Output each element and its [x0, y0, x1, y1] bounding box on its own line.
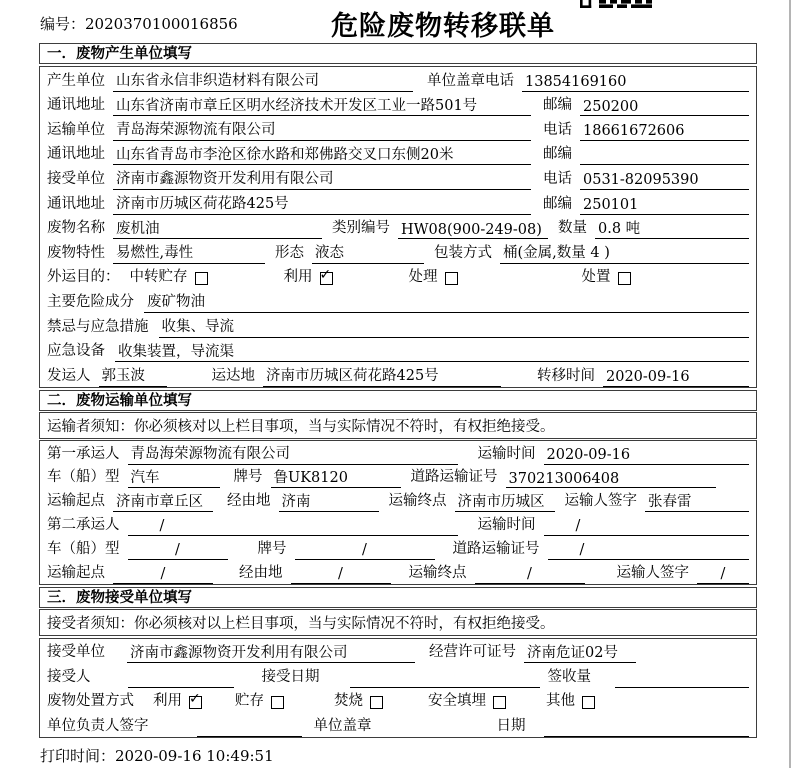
- field-label: 车（船）型: [47, 540, 120, 557]
- checkbox-checked: [319, 267, 333, 285]
- field-label: 运输人签字: [616, 564, 689, 581]
- form-row: [40, 264, 756, 289]
- field-label: 类别编号: [332, 220, 390, 237]
- field-label: 运输起点: [47, 564, 105, 581]
- form-row: [40, 92, 756, 117]
- field-label: 道路运输证号: [410, 469, 498, 486]
- field-value: [615, 686, 749, 688]
- checkbox-label: 贮存: [235, 693, 264, 710]
- form-row: [40, 712, 756, 737]
- field-value: 废矿物油: [144, 290, 749, 313]
- checkbox-label: 其他: [546, 693, 575, 710]
- field-value: 液态: [312, 241, 424, 264]
- field-label: 经由地: [239, 564, 283, 581]
- field-label: 运输终点: [408, 564, 467, 581]
- checkbox-label: 焚烧: [334, 693, 363, 710]
- field-label: 运输单位: [47, 121, 105, 138]
- doc-number: [40, 13, 238, 34]
- field-value: 废机油: [113, 217, 322, 240]
- field-value: [197, 735, 302, 737]
- field-label: 运输人签字: [564, 493, 637, 510]
- checkbox-group: [409, 265, 458, 288]
- field-value: 济南市历城区荷花路425号: [113, 192, 531, 215]
- form-row: [40, 441, 756, 465]
- checkbox-group: [582, 265, 631, 288]
- checkbox-unchecked: [370, 696, 383, 709]
- field-label: 接受人: [47, 668, 91, 685]
- field-value: 郭玉波: [99, 364, 167, 387]
- checkbox-label: 处理: [408, 269, 438, 286]
- field-label: 应急设备: [47, 343, 105, 360]
- form-row: [40, 560, 756, 584]
- field-value: 370213006408: [506, 471, 716, 489]
- section-1-header: 一．废物产生单位填写: [39, 43, 757, 64]
- field-label: 转移时间: [537, 367, 595, 384]
- field-value: /: [128, 518, 458, 536]
- form-row: [40, 67, 756, 92]
- qr-code-fragment: [580, 0, 652, 8]
- checkbox-group: [284, 265, 333, 288]
- form-row: [40, 338, 756, 363]
- checkbox-label: 中转贮存: [129, 269, 188, 286]
- field-label: 签收量: [547, 668, 591, 685]
- doc-number-value: 2020370100016856: [85, 15, 238, 33]
- section-2-header: 二．废物运输单位填写: [39, 390, 757, 411]
- field-value: 济南市历城区: [455, 490, 555, 513]
- field-value: 济南: [279, 490, 379, 513]
- field-value: 18661672606: [580, 123, 749, 141]
- field-value: 济南市鑫源物资开发利用有限公司: [127, 641, 415, 664]
- field-label: 经营许可证号: [429, 644, 516, 661]
- checkbox-group: [546, 689, 595, 712]
- field-value: [544, 735, 750, 737]
- checkbox-unchecked: [445, 272, 458, 285]
- doc-number-label: 编号：: [40, 15, 86, 33]
- checkbox-unchecked: [271, 696, 284, 709]
- section-2-content: [39, 440, 757, 585]
- form-row: [40, 688, 756, 713]
- field-label: 通讯地址: [47, 146, 105, 163]
- field-label: 电话: [485, 72, 514, 89]
- field-value: /: [697, 566, 749, 584]
- field-label: 运输时间: [477, 445, 536, 462]
- checkbox-group: [235, 689, 284, 712]
- field-value: 济南市章丘区: [113, 490, 213, 513]
- checkbox-unchecked: [493, 696, 506, 709]
- form-row: [40, 288, 756, 313]
- field-label: 废物处置方式: [47, 693, 134, 710]
- field-label: 第一承运人: [47, 445, 120, 462]
- field-value: 250200: [580, 99, 749, 117]
- field-label: 外运目的：: [47, 269, 120, 286]
- field-label: 接受日期: [261, 668, 320, 685]
- field-value: /: [544, 518, 750, 536]
- field-value: 山东省永信非织造材料有限公司: [113, 69, 413, 92]
- checkbox-group: [428, 689, 506, 712]
- form-row: [40, 116, 756, 141]
- field-label: 接受单位: [47, 170, 105, 187]
- field-label: 单位盖章: [313, 717, 372, 734]
- section-3-notice: [39, 609, 757, 636]
- form-row: [40, 536, 756, 560]
- field-value: 汽车: [128, 466, 220, 489]
- field-label: 单位盖章: [427, 72, 485, 89]
- field-label: 禁忌与应急措施: [47, 318, 149, 335]
- field-value: /: [291, 566, 391, 584]
- notice-text: 运输者须知：你必须核对以上栏目事项，当与实际情况不符时，有权拒绝接受。: [47, 418, 555, 435]
- field-value: 桶(金属,数量 4 ): [500, 241, 749, 264]
- field-value: 收集、导流: [159, 315, 750, 338]
- field-label: 运达地: [211, 367, 255, 384]
- checkbox-group: [130, 265, 208, 288]
- field-value: /: [128, 542, 228, 560]
- notice-text: 接受者须知：你必须核对以上栏目事项，当与实际情况不符时，有权拒绝接受。: [47, 615, 555, 632]
- form-row: [40, 488, 756, 512]
- field-value: 济南危证02号: [524, 641, 636, 664]
- form-row: [40, 313, 756, 338]
- checkbox-label: 利用: [153, 693, 182, 710]
- form-row: [40, 239, 756, 264]
- field-value: 山东省青岛市李沧区徐水路和郑佛路交叉口东侧20米: [113, 143, 531, 166]
- checkbox-checked: [189, 691, 202, 709]
- field-label: 电话: [543, 121, 572, 138]
- form-row: [40, 190, 756, 215]
- field-value: 济南市历城区荷花路425号: [263, 364, 501, 387]
- checkbox-label: 处置: [581, 269, 611, 286]
- field-value: 250101: [580, 197, 749, 215]
- section-1-content: [39, 66, 757, 388]
- field-value: 0.8 吨: [595, 217, 749, 240]
- field-value: [128, 686, 234, 688]
- field-value: /: [113, 566, 213, 584]
- page-title: 危险废物转移联单: [331, 11, 555, 42]
- page-edge-divider: [789, 0, 791, 768]
- field-value: 13854169160: [522, 74, 749, 92]
- field-value: /: [295, 542, 435, 560]
- form-row: [40, 663, 756, 688]
- form-row: [40, 141, 756, 166]
- form-row: [40, 465, 756, 489]
- field-label: 电话: [543, 170, 572, 187]
- print-time: [40, 745, 274, 766]
- field-label: 运输起点: [47, 493, 105, 510]
- checkbox-label: 利用: [283, 269, 313, 286]
- field-label: 单位负责人签字: [47, 717, 149, 734]
- field-label: 主要危险成分: [47, 293, 134, 310]
- field-label: 通讯地址: [47, 195, 105, 212]
- field-label: 废物特性: [47, 244, 105, 261]
- field-value: 青岛海荣源物流有限公司: [113, 118, 531, 141]
- field-value: /: [475, 566, 585, 584]
- field-value: 青岛海荣源物流有限公司: [128, 442, 458, 465]
- field-label: 废物名称: [47, 220, 105, 237]
- section-2-notice: [39, 412, 757, 439]
- field-value: 山东省济南市章丘区明水经济技术开发区工业一路501号: [113, 94, 531, 117]
- field-label: 邮编: [543, 146, 572, 163]
- field-value: 收集装置，导流渠: [115, 340, 749, 363]
- field-value: [350, 686, 540, 688]
- field-value: 张春雷: [645, 490, 749, 513]
- field-value: 2020-09-16: [544, 447, 750, 465]
- field-value: 2020-09-16: [603, 369, 749, 387]
- section-3-content: [39, 638, 757, 738]
- form-row: [40, 512, 756, 536]
- print-time-value: 2020-09-16 10:49:51: [115, 747, 274, 765]
- field-label: 日期: [496, 717, 526, 734]
- field-value: 易燃性,毒性: [113, 241, 265, 264]
- field-label: 道路运输证号: [452, 540, 540, 557]
- check-icon: ✓: [319, 267, 332, 284]
- check-icon: ✓: [189, 691, 201, 708]
- field-label: 邮编: [543, 97, 572, 114]
- field-label: 车（船）型: [47, 469, 120, 486]
- field-label: 第二承运人: [47, 516, 120, 533]
- field-label: 形态: [275, 244, 304, 261]
- form-row: [40, 362, 756, 387]
- checkbox-unchecked: [195, 272, 208, 285]
- field-label: 经由地: [227, 493, 271, 510]
- form-row: [40, 639, 756, 664]
- field-label: 运输终点: [388, 493, 447, 510]
- field-value: 鲁UK8120: [271, 466, 401, 489]
- checkbox-label: 安全填埋: [428, 693, 486, 710]
- field-value: [580, 164, 749, 166]
- field-label: 包装方式: [434, 244, 492, 261]
- field-label: 牌号: [257, 540, 287, 557]
- field-label: 发运人: [47, 367, 91, 384]
- print-time-label: 打印时间：: [40, 747, 116, 765]
- field-value: HW08(900-249-08): [398, 222, 548, 240]
- manifest-form: [39, 43, 757, 738]
- field-label: 通讯地址: [47, 97, 105, 114]
- form-row: [40, 165, 756, 190]
- field-label: 运输时间: [477, 516, 536, 533]
- checkbox-unchecked: [618, 272, 631, 285]
- field-label: 邮编: [543, 195, 572, 212]
- checkbox-group: [153, 689, 202, 712]
- form-row: [40, 215, 756, 240]
- section-3-header: 三．废物接受单位填写: [39, 587, 757, 608]
- field-label: 接受单位: [47, 644, 105, 661]
- field-value: /: [548, 542, 750, 560]
- checkbox-group: [334, 689, 383, 712]
- field-label: 牌号: [233, 469, 263, 486]
- field-value: 济南市鑫源物资开发利用有限公司: [113, 167, 531, 190]
- checkbox-unchecked: [582, 696, 595, 709]
- field-label: 产生单位: [47, 72, 105, 89]
- field-label: 数量: [558, 220, 587, 237]
- field-value: 0531-82095390: [580, 172, 749, 190]
